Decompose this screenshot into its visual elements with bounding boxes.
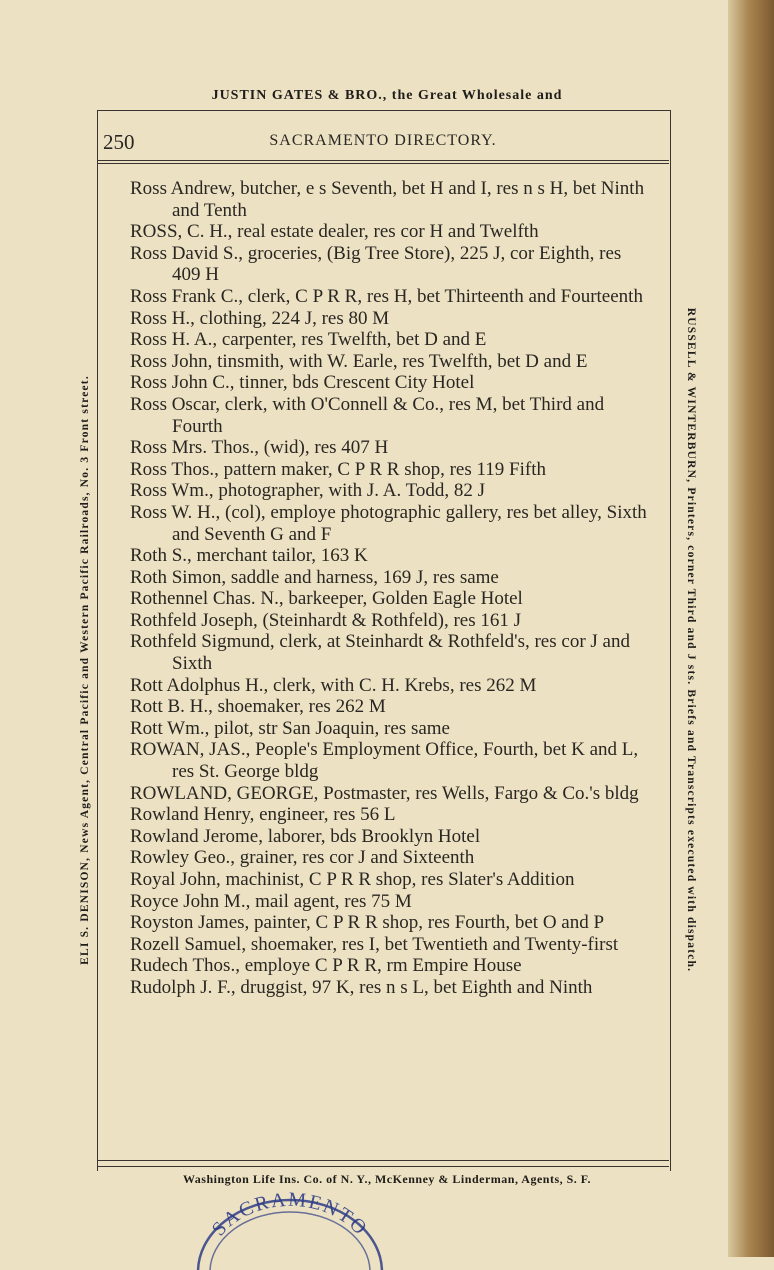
header-rule xyxy=(97,163,669,164)
running-header xyxy=(97,130,669,160)
directory-entry: Rott B. H., shoemaker, res 262 M xyxy=(130,696,386,718)
directory-entry: Ross David S., groceries, (Big Tree Store), 225 J, cor Eighth, res 409 H xyxy=(130,242,622,286)
directory-entry: Ross John C., tinner, bds Crescent City Hotel xyxy=(130,372,475,394)
right-margin-advertisement: RUSSELL & WINTERBURN, Printers, corner Third and J sts. Briefs and Transcripts executed with dispatch. xyxy=(685,307,697,973)
directory-entry: Ross H. A., carpenter, res Twelfth, bet D and E xyxy=(130,329,487,351)
directory-title: SACRAMENTO DIRECTORY. xyxy=(269,132,497,149)
directory-entry: Royston James, painter, C P R R shop, res Fourth, bet O and P xyxy=(130,912,605,934)
left-margin-advertisement: ELI S. DENISON, News Agent, Central Pacific and Western Pacific Railroads, No. 3 Front street. xyxy=(79,375,91,965)
page-number: 250 xyxy=(103,130,135,154)
directory-entry: Ross Thos., pattern maker, C P R R shop, res 119 Fifth xyxy=(130,458,547,480)
stamp-text: SACRAMENTO xyxy=(207,1188,373,1241)
directory-entries xyxy=(130,178,650,999)
directory-entry: Ross Oscar, clerk, with O'Connell & Co., res M, bet Third and Fourth xyxy=(130,393,605,437)
directory-entry: Rothfeld Sigmund, clerk, at Steinhardt & Rothfeld's, res cor J and Sixth xyxy=(130,631,630,675)
directory-entry: Rothfeld Joseph, (Steinhardt & Rothfeld), res 161 J xyxy=(130,609,522,631)
directory-entry: Ross Frank C., clerk, C P R R, res H, bet Thirteenth and Fourteenth xyxy=(130,285,643,307)
directory-entry: Ross Mrs. Thos., (wid), res 407 H xyxy=(130,437,389,459)
directory-entry: Rowley Geo., grainer, res cor J and Sixteenth xyxy=(130,847,475,869)
directory-entry: Roth Simon, saddle and harness, 169 J, res same xyxy=(130,566,499,588)
header-rule xyxy=(97,160,669,161)
directory-entry: Royal John, machinist, C P R R shop, res Slater's Addition xyxy=(130,869,575,890)
directory-entry: ROWLAND, GEORGE, Postmaster, res Wells, Fargo & Co.'s bldg xyxy=(130,782,639,804)
directory-entry: ROWAN, JAS., People's Employment Office, Fourth, bet K and L, res St. George bldg xyxy=(130,739,639,783)
directory-entry: Ross John, tinsmith, with W. Earle, res Twelfth, bet D and E xyxy=(130,350,588,372)
directory-entry: Ross Wm., photographer, with J. A. Todd, 82 J xyxy=(130,480,486,502)
directory-entry: Roth S., merchant tailor, 163 K xyxy=(130,545,368,567)
directory-entry: Rott Adolphus H., clerk, with C. H. Krebs, res 262 M xyxy=(130,674,537,696)
bottom-advertisement: Washington Life Ins. Co. of N. Y., McKenney & Linderman, Agents, S. F. xyxy=(182,1172,592,1186)
directory-entry: Rowland Jerome, laborer, bds Brooklyn Hotel xyxy=(130,825,481,847)
directory-entry: Rudolph J. F., druggist, 97 K, res n s L, bet Eighth and Ninth xyxy=(130,976,593,998)
page-edge xyxy=(728,0,774,1257)
directory-entry: Rozell Samuel, shoemaker, res I, bet Twentieth and Twenty-first xyxy=(130,933,619,955)
directory-entry: ROSS, C. H., real estate dealer, res cor H and Twelfth xyxy=(130,221,539,243)
footer-rule xyxy=(97,1160,669,1161)
svg-text:SACRAMENTO xyxy=(208,1189,372,1241)
directory-entry: Rott Wm., pilot, str San Joaquin, res same xyxy=(130,717,450,739)
top-advertisement: JUSTIN GATES & BRO., the Great Wholesale and xyxy=(211,88,563,103)
directory-entry: Rudech Thos., employe C P R R, rm Empire House xyxy=(130,955,522,977)
directory-entry: Ross Andrew, butcher, e s Seventh, bet H and I, res n s H, bet Ninth and Tenth xyxy=(130,178,645,221)
footer-rule xyxy=(97,1166,669,1167)
directory-entry: Rothennel Chas. N., barkeeper, Golden Eagle Hotel xyxy=(130,588,523,610)
directory-entry: Rowland Henry, engineer, res 56 L xyxy=(130,804,396,826)
directory-entry: Ross H., clothing, 224 J, res 80 M xyxy=(130,307,390,329)
directory-entry: Ross W. H., (col), employe photographic gallery, res bet alley, Sixth and Seventh G and F xyxy=(130,501,647,545)
directory-entry: Royce John M., mail agent, res 75 M xyxy=(130,890,412,912)
